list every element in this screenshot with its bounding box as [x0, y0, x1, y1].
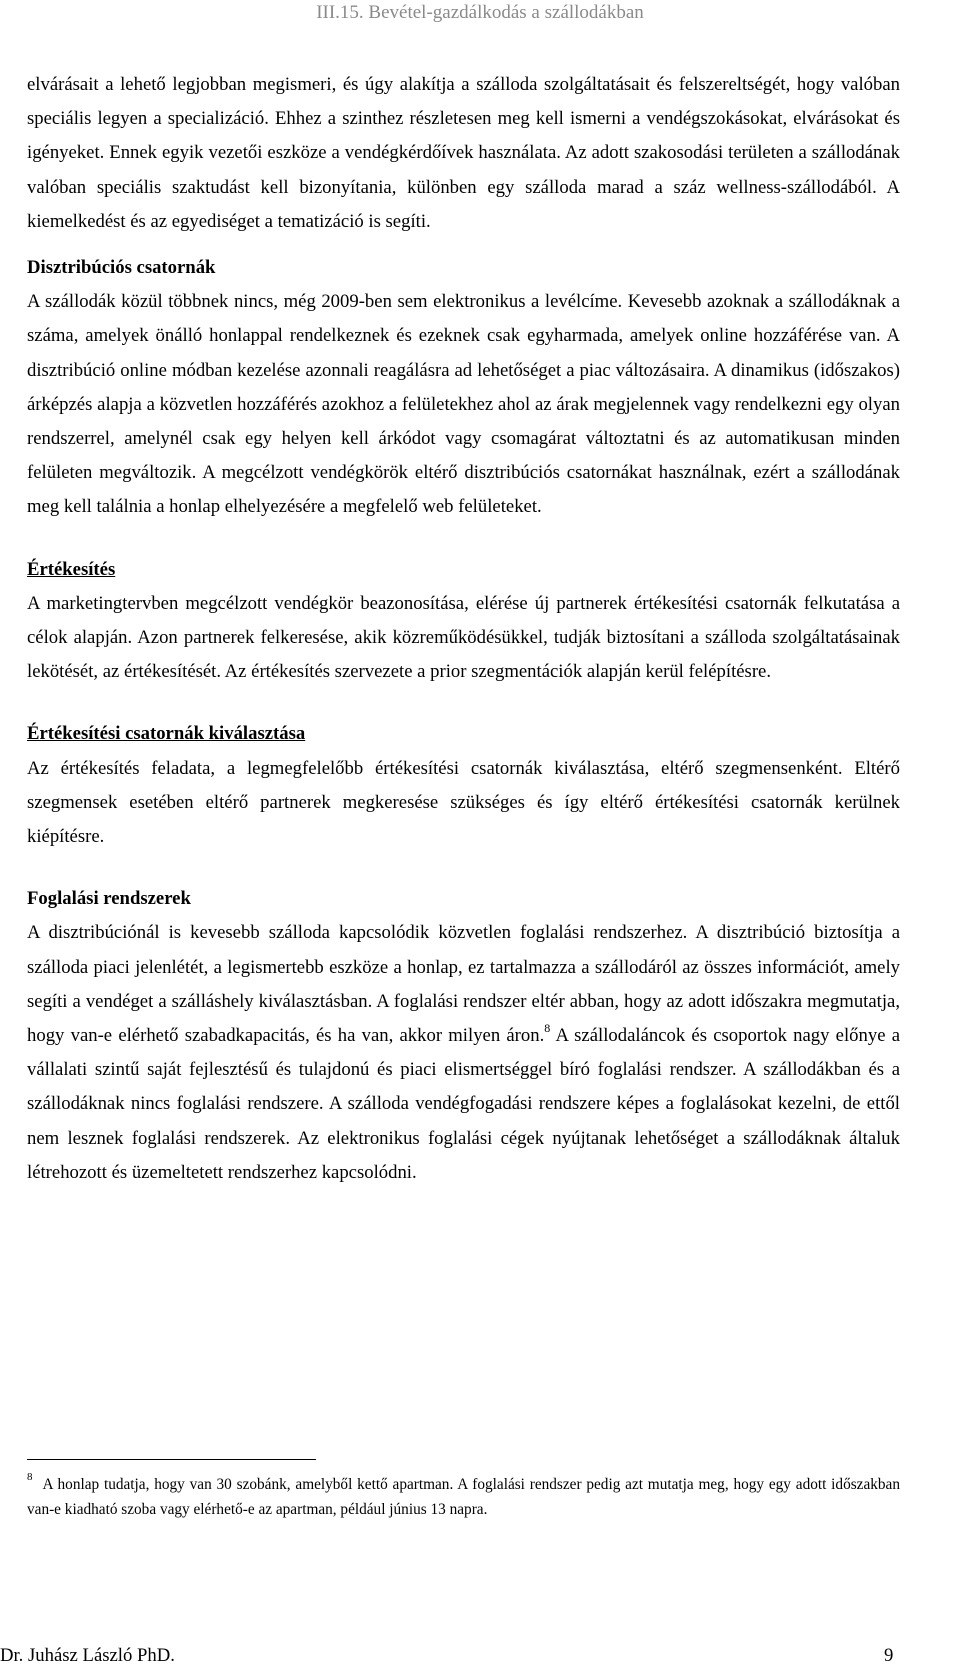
intro-paragraph: elvárásait a lehető legjobban megismeri, és úgy alakítja a szálloda szolgáltatásait és felszereltségét, hogy valóban speciális legyen a specializáció. Ehhez a szinthez részletesen meg kell ismerni a vendégszokásokat, elvárásokat és igényeket. Ennek egyik vezetői eszköze a vendégkérdőívek használata. Az adott szakosodási területen a szállodának valóban speciális szaktudást kell bizonyítania, különben egy szálloda marad a száz wellness-szállodából. A kiemelkedést és az egyediséget a tematizáció is segíti.	[27, 74, 900, 232]
section-text-distribution: A szállodák közül többnek nincs, még 2009-ben sem elektronikus a levélcíme. Kevesebb azoknak a szállodáknak a száma, amelyek önálló honlappal rendelkeznek és ezeknek csak egyharmada, amelyek online hozzáférése van. A disztribúció online módban kezelése azonnali reagálásra ad lehetőséget a piac változásaira. A dinamikus (időszakos) árképzés alapja a közvetlen hozzáférés azokhoz a felületekhez ahol az árak megjelennek vagy rendelkezni egy olyan rendszerrel, amelynél csak egy helyen kell árkódot vagy csomagárat változtatni és az automatikusan minden felületen megváltozik. A megcélzott vendégkörök eltérő disztribúciós csatornákat használnak, ezért a szállodának meg kell találnia a honlap elhelyezésére a megfelelő web felületeket.	[27, 291, 900, 518]
running-header: III.15. Bevétel-gazdálkodás a szállodákban	[316, 2, 644, 23]
footnote-number: 8	[27, 1471, 33, 1483]
section-heading-distribution: Disztribúciós csatornák	[27, 257, 216, 279]
spacer	[27, 525, 900, 553]
spacer	[27, 689, 900, 717]
section-text-sales: A marketingtervben megcélzott vendégkör beazonosítása, elérése új partnerek értékesítési csatornák felkutatása a célok alapján. Azon partnerek felkeresése, akik közreműködésükkel, tudják biztosítani a szálloda szolgáltatásainak lekötését, az értékesítését. Az értékesítés szervezete a prior szegmentációk alapján kerül felépítésre.	[27, 592, 900, 683]
section-heading-sales-channels: Értékesítési csatornák kiválasztása	[27, 723, 306, 745]
spacer	[27, 854, 900, 882]
footnote-text: A honlap tudatja, hogy van 30 szobánk, amelyből kettő apartman. A foglalási rendszer pedig azt mutatja meg, hogy egy adott időszakban van-e kiadható szoba vagy elérhető-e az apartman, például június 13 napra.	[27, 1476, 900, 1518]
booking-text-part-1: A disztribúciónál is kevesebb szálloda kapcsolódik közvetlen foglalási rendszerhez. A disztribúció biztosítja a szálloda piaci jelenlétét, a legismertebb eszköze a honlap, ez tartalmazza a szállodáról az összes információt, amely segíti a vendéget a szálláshely kiválasztásban. A foglalási rendszer eltér abban, hogy az adott időszakra megmutatja, hogy van-e elérhető szabadkapacitás, és ha van, akkor milyen áron.	[27, 922, 900, 1047]
section-text-sales-channels: Az értékesítés feladata, a legmegfelelőbb értékesítési csatornák kiválasztása, eltérő szegmensenként. Eltérő szegmensek esetében eltérő partnerek megkeresése szükséges és így eltérő értékesítési csatornák kerülnek kiépítésre.	[27, 757, 900, 848]
page-body	[27, 68, 900, 1190]
section-heading-sales: Értékesítés	[27, 558, 116, 580]
spacer	[27, 239, 900, 251]
footer-author: Dr. Juhász László PhD.	[0, 1645, 175, 1666]
footnote-reference: 8	[544, 1021, 551, 1036]
footnote	[27, 1472, 900, 1522]
page-number: 9	[884, 1645, 894, 1666]
section-text-booking-systems	[27, 916, 900, 1190]
section-heading-booking-systems: Foglalási rendszerek	[27, 888, 191, 910]
footnote-separator	[27, 1459, 316, 1460]
page-footer	[0, 1642, 960, 1670]
booking-text-part-2: A szállodaláncok és csoportok nagy előnye a vállalati szintű saját fejlesztésű és tulajdonú és piaci elismertséggel bíró foglalási rendszer. A szállodákban és a szállodáknak nincs foglalási rendszere. A szálloda vendégfogadási rendszere képes a foglalásokat kezelni, de ettől nem lesznek foglalási rendszerek. Az elektronikus foglalási cégek nyújtanak lehetőséget a szállodáknak általuk létrehozott és üzemeltetett rendszerhez kapcsolódni.	[27, 1025, 901, 1183]
